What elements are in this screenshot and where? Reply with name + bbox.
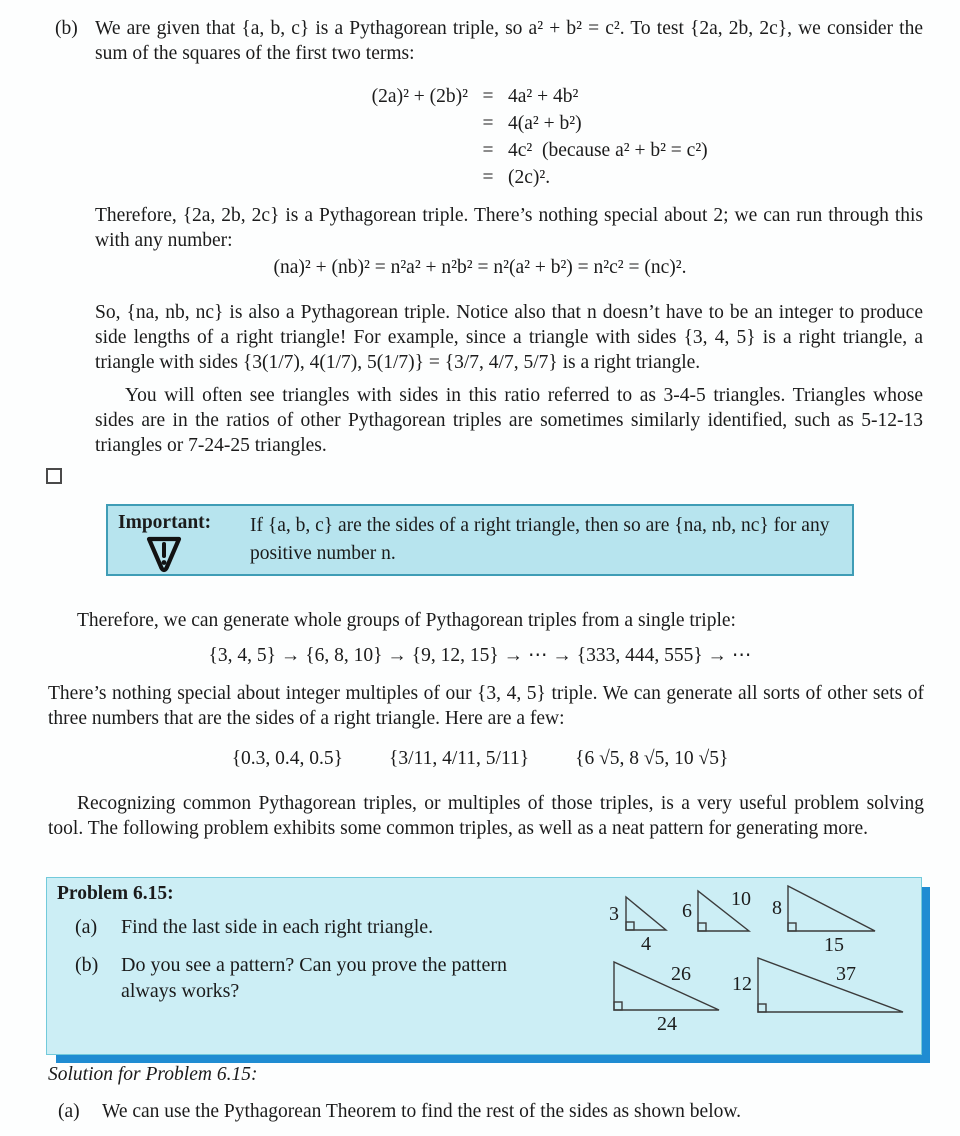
important-label-column (108, 506, 248, 574)
triangle-leg-label: 8 (772, 897, 782, 919)
derivation-row (318, 86, 708, 113)
triangle-leg-label: 24 (657, 1013, 677, 1035)
triangle-leg-label: 3 (609, 903, 619, 925)
warning-exclamation-icon (142, 535, 186, 575)
example-triple-radical: {6 √5, 8 √5, 10 √5} (575, 748, 729, 769)
triangle-hyp-label: 10 (731, 888, 751, 910)
solution-item-a-label: (a) (58, 1101, 80, 1122)
problem-item-b (75, 952, 553, 1004)
derivation-rhs: 4(a² + b²) (508, 113, 582, 134)
equation-triple-chain: {3, 4, 5} → {6, 8, 10} → {9, 12, 15} → ⋯ → {333, 444, 555} → ⋯ (208, 645, 752, 666)
equation-general-n: (na)² + (nb)² = n²a² + n²b² = n²(a² + b²) = n²c² = (nc)². (273, 257, 687, 278)
example-triple-fraction: {3/11, 4/11, 5/11} (389, 748, 530, 769)
triangle-8-15 (772, 886, 875, 956)
triangle-3-4 (609, 897, 666, 955)
triangle-leg-label: 4 (641, 933, 651, 955)
solution-item-a (58, 1101, 908, 1123)
example-triples-row (0, 748, 960, 770)
solution-item-a-text: We can use the Pythagorean Theorem to find the rest of the sides as shown below. (102, 1101, 742, 1122)
solution-heading: Solution for Problem 6.15: (48, 1064, 258, 1085)
derivation-rhs: 4a² + 4b² (508, 86, 579, 107)
triangle-12-37 (732, 958, 903, 1012)
paragraph-recognizing-triples: Recognizing common Pythagorean triples, or multiples of those triples, is a very useful problem solving tool. The following problem exhibits some common triples, as well as a neat pattern for generating more. (48, 793, 924, 839)
derivation-row (318, 167, 708, 194)
triangle-leg-label: 15 (824, 934, 844, 956)
paragraph-345-triangles: You will often see triangles with sides in this ratio referred to as 3-4-5 triangles. Triangles whose sides are in the ratios of other Pythagorean triples are sometimes similarly identified, such as 5-12-13 triangles or 7-24-25 triangles. (95, 385, 923, 456)
problem-item-b-label: (b) (75, 954, 99, 976)
important-label: Important: (118, 512, 212, 533)
equals-sign: = (482, 113, 494, 134)
paragraph-generate-groups: Therefore, we can generate whole groups of Pythagorean triples from a single triple: (77, 610, 736, 631)
important-callout-box (106, 504, 854, 576)
paragraph-therefore-2a2b2c: Therefore, {2a, 2b, 2c} is a Pythagorean triple. There’s nothing special about 2; we can run through this with any number: (95, 205, 923, 251)
right-triangles-figure (575, 883, 925, 1053)
part-b-intro-text: We are given that {a, b, c} is a Pythagorean triple, so a² + b² = c². To test {2a, 2b, 2c}, we consider the sum of the squares of the first two terms: (95, 18, 923, 64)
derivation-rhs: (2c)². (508, 167, 551, 188)
derivation-row (318, 140, 708, 167)
problem-item-a-text: Find the last side in each right triangle. (121, 916, 434, 938)
important-text: If {a, b, c} are the sides of a right triangle, then so are {na, nb, nc} for any positive number n. (250, 515, 830, 564)
proof-end-icon (46, 468, 62, 484)
derivation-lhs: (2a)² + (2b)² (371, 86, 468, 107)
triangle-hyp-label: 37 (836, 963, 856, 985)
triangle-leg-label: 6 (682, 900, 692, 922)
derivation-row (318, 113, 708, 140)
example-triple-decimal: {0.3, 0.4, 0.5} (231, 748, 344, 769)
triangle-26-24 (614, 962, 719, 1035)
paragraph-nothing-special: There’s nothing special about integer multiples of our {3, 4, 5} triple. We can generate all sorts of other sets of three numbers that are the sides of a right triangle. Here are a few: (48, 683, 924, 729)
equals-sign: = (482, 140, 494, 161)
problem-title: Problem 6.15: (57, 883, 174, 904)
problem-item-a (75, 914, 553, 940)
problem-item-a-label: (a) (75, 916, 98, 938)
part-b-paragraph (55, 16, 923, 66)
triangle-leg-label: 12 (732, 973, 752, 995)
triangle-6-10 (682, 888, 751, 931)
problem-items (75, 914, 553, 1016)
equals-sign: = (482, 86, 494, 107)
part-b-label: (b) (55, 18, 78, 39)
derivation-block (318, 86, 708, 194)
problem-box (46, 877, 922, 1055)
derivation-rhs: 4c² (because a² + b² = c²) (508, 140, 708, 161)
triangle-hyp-label: 26 (671, 963, 691, 985)
problem-item-b-text: Do you see a pattern? Can you prove the pattern always works? (121, 954, 507, 1002)
equals-sign: = (482, 167, 494, 188)
paragraph-so-nanbnc: So, {na, nb, nc} is also a Pythagorean triple. Notice also that n doesn’t have to be an integer to produce side lengths of a right triangle! For example, since a triangle with sides {3, 4, 5} is a right triangle, a triangle with sides {3(1/7), 4(1/7), 5(1/7)} = {3/7, 4/7, 5/7} is a right triangle. (95, 302, 923, 373)
